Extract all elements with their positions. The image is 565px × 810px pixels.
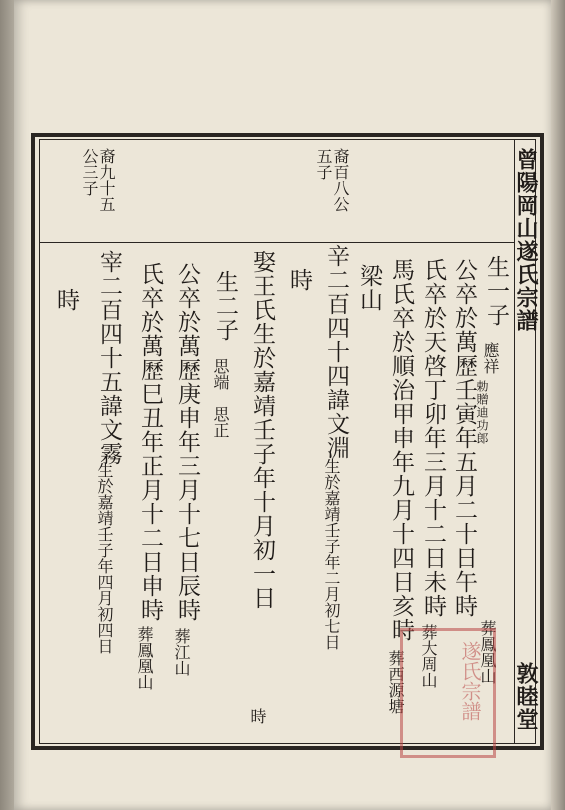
genealogy-line-11: 氏卒於萬歷巳丑年正月十二日申時 [137, 262, 163, 622]
genealogy-line-8: 娶王氏生於嘉靖壬子年十月初一日 [249, 250, 275, 610]
line-9-sons-note: 思端 思正 [211, 358, 230, 438]
genealogy-line-13: 時 [53, 288, 79, 312]
genealogy-line-6: 辛二百四十四諱文淵 [323, 244, 349, 460]
line-1-title-note: 勅贈迪功郎 [475, 380, 489, 445]
upper-left-note-1: 裔九十五 [97, 148, 116, 212]
line-1-burial-note: 葬鳳凰山 [478, 620, 497, 684]
genealogy-line-3: 氏卒於天啓丁卯年三月十二日未時 [420, 258, 446, 618]
upper-left-note-2: 公三子 [80, 148, 99, 196]
genealogy-line-4: 馬氏卒於順治甲申年九月十四日亥時 [388, 258, 414, 642]
genealogy-line-2: 公卒於萬歷壬寅年五月二十日午時 [451, 258, 477, 618]
banner-title: 曾陽岡山遂氏宗譜 [513, 148, 539, 332]
banner-footer: 敦睦堂 [513, 662, 539, 731]
upper-register-divider [39, 242, 514, 243]
line-3-burial-note: 葬大周山 [419, 624, 438, 688]
genealogy-line-7: 時 [286, 268, 312, 292]
line-8-hour-note: 時 [248, 708, 267, 724]
line-1-name-note: 應祥 [481, 342, 500, 374]
red-seal-stamp [400, 628, 496, 758]
genealogy-line-9: 生二子 [212, 270, 238, 342]
book-spine-right [551, 0, 565, 810]
genealogy-line-1: 生一子 [483, 255, 509, 327]
line-4-burial-note: 葬西源塘 [386, 650, 405, 714]
upper-right-note-1: 裔百八公 [331, 148, 350, 212]
line-11-burial-note: 葬鳳凰山 [135, 626, 154, 690]
genealogy-line-12: 宰二百四十五諱文霧 [96, 250, 122, 466]
upper-right-note-2: 五子 [314, 148, 333, 180]
line-6-birth-note: 生於嘉靖壬子年二月初七日 [322, 458, 341, 650]
genealogy-line-5: 梁山 [356, 264, 382, 312]
genealogy-line-10: 公卒於萬歷庚申年三月十七日辰時 [174, 262, 200, 622]
line-10-burial-note: 葬江山 [172, 628, 191, 676]
seal-text: 遂氏宗譜 [458, 641, 482, 721]
line-12-birth-note: 生於嘉靖壬子年四月初四日 [95, 462, 114, 654]
